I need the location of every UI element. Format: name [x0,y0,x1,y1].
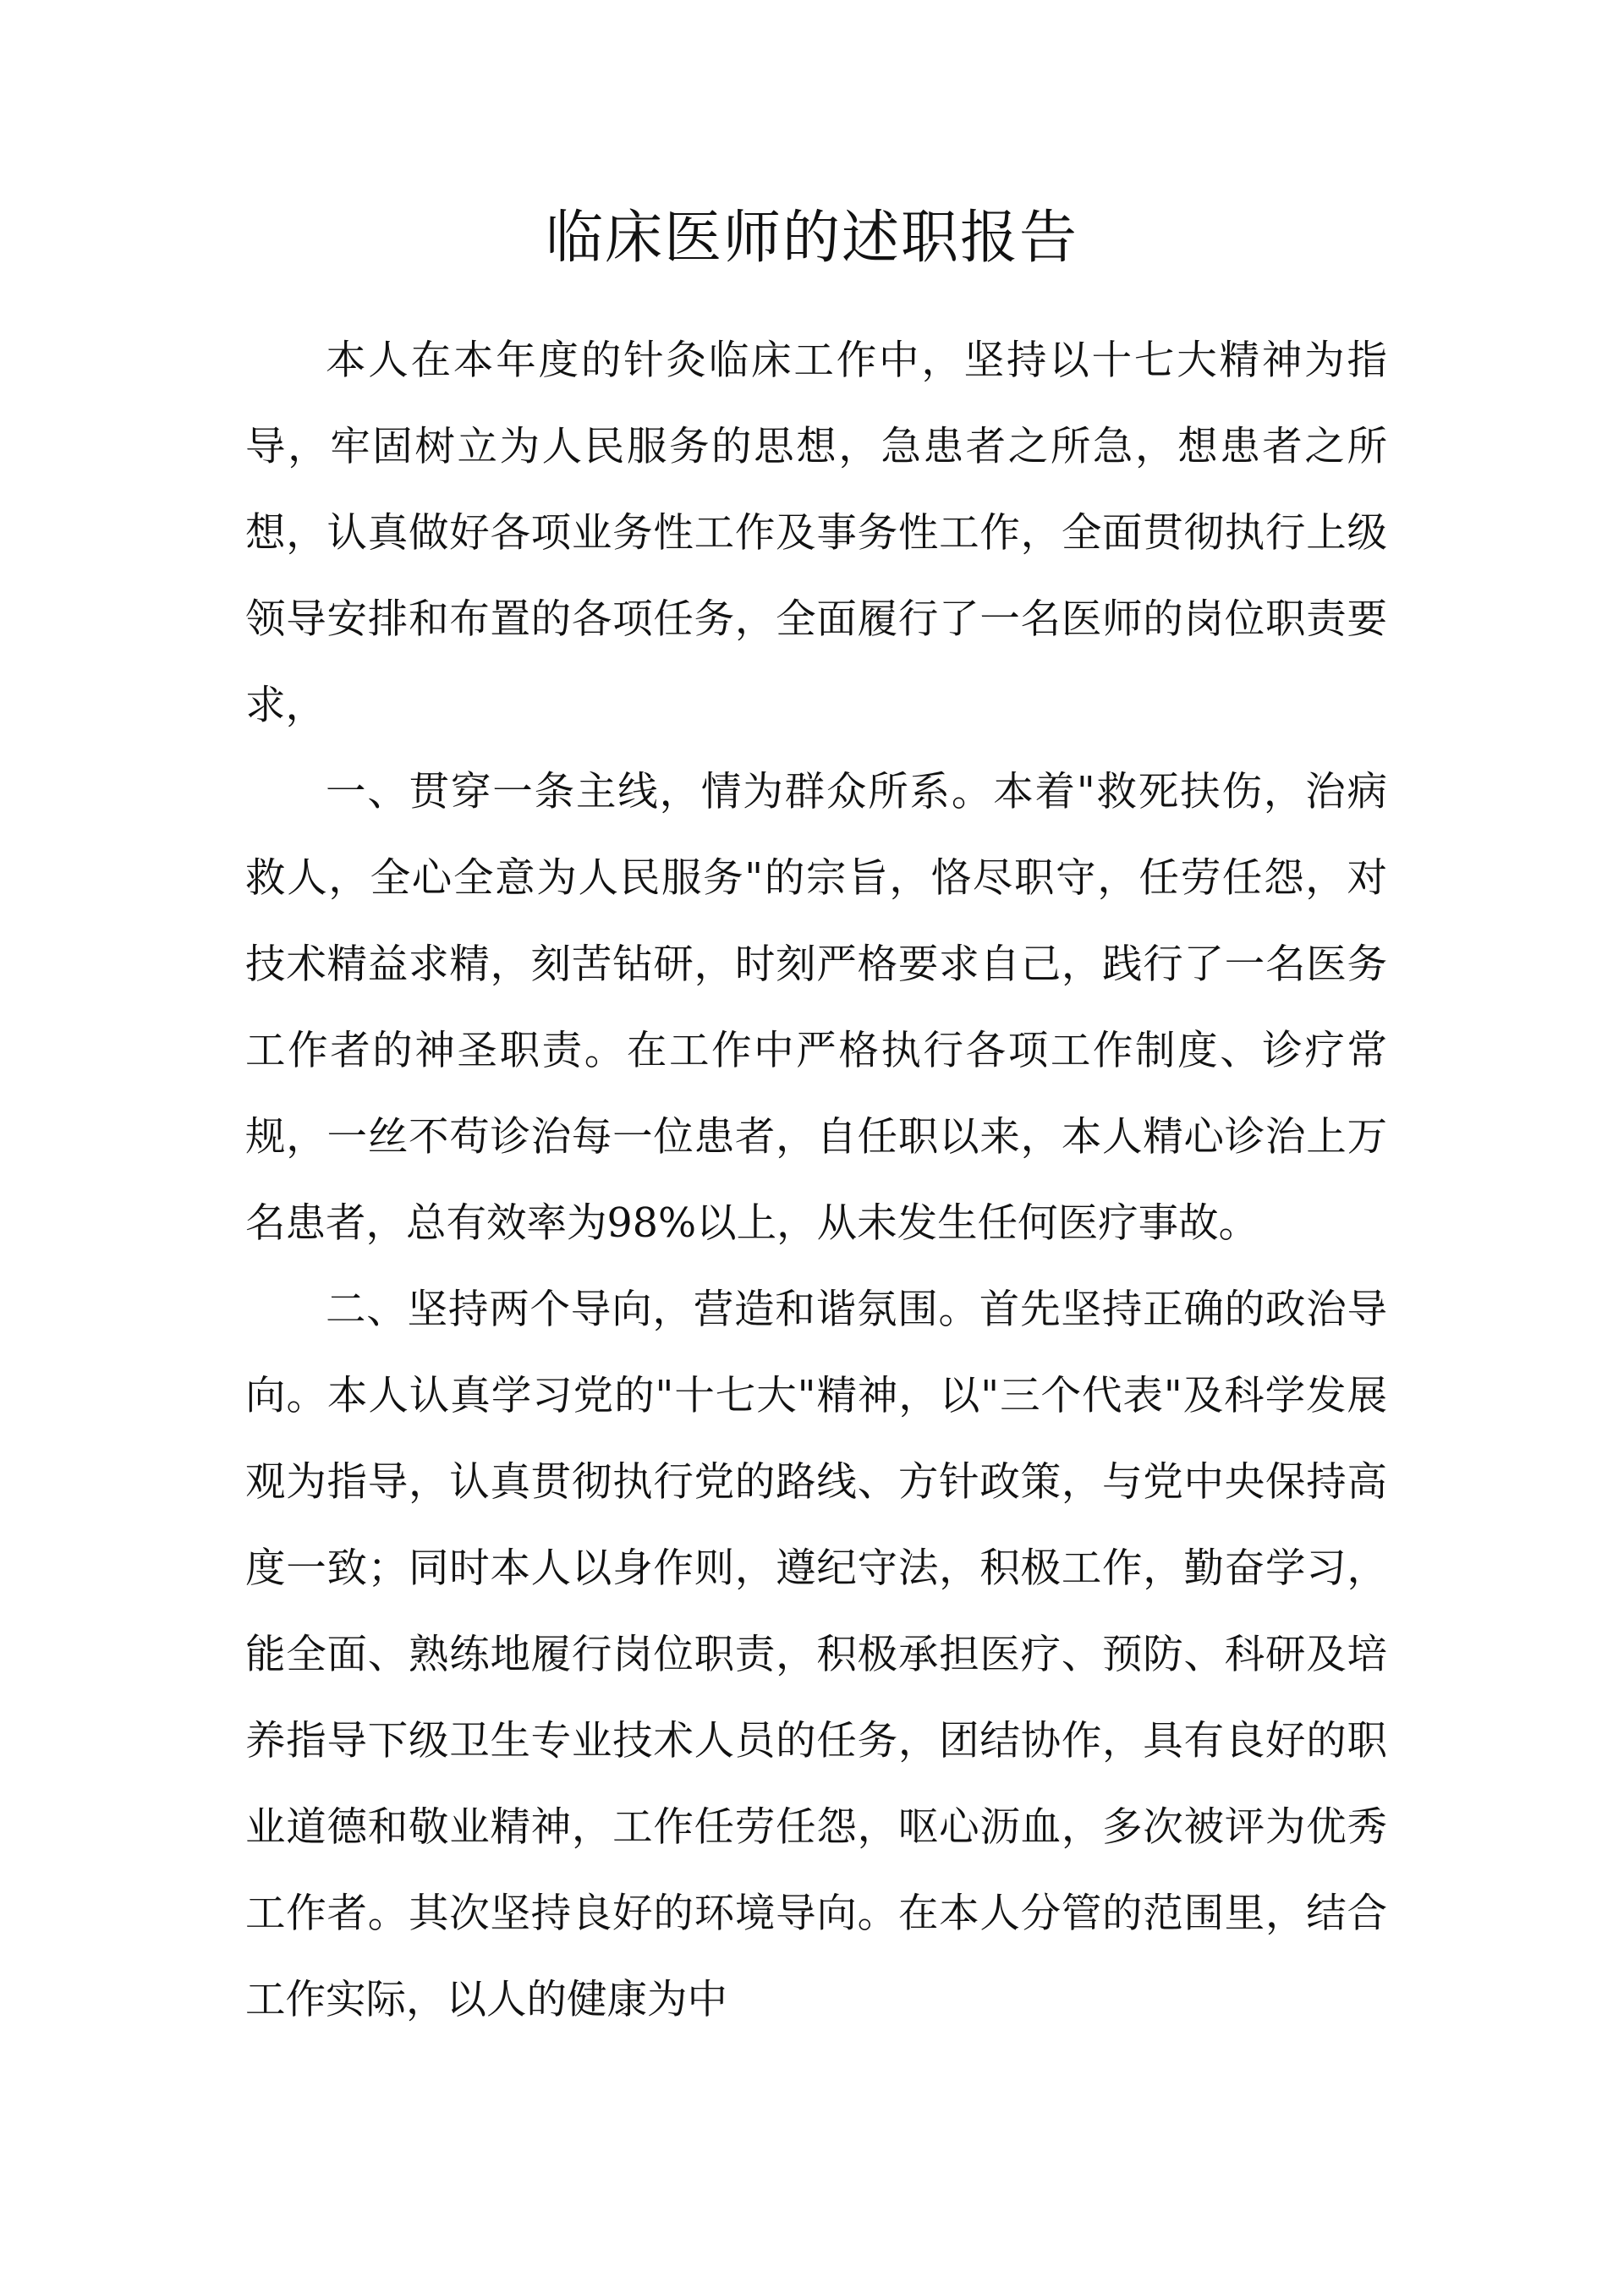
paragraph-intro: 本人在本年度的针灸临床工作中，坚持以十七大精神为指导，牢固树立为人民服务的思想，急患者之所急，想患者之所想，认真做好各项业务性工作及事务性工作，全面贯彻执行上级领导安排和布置的各项任务，全面履行了一名医师的岗位职责要求， [245,338,1387,729]
paragraph-section-one: 一、贯穿一条主线，情为群众所系。本着"救死扶伤，治病救人，全心全意为人民服务"的宗旨，恪尽职守，任劳任怨，对技术精益求精，刻苦钻研，时刻严格要求自己，践行了一名医务工作者的神圣职责。在工作中严格执行各项工作制度、诊疗常规，一丝不苟诊治每一位患者，自任职以来，本人精心诊治上万名患者，总有效率为98%以上，从未发生任何医疗事故。 [245,769,1387,1247]
paragraph-section-two: 二、坚持两个导向，营造和谐氛围。首先坚持正确的政治导向。本人认真学习党的"十七大"精神，以"三个代表"及科学发展观为指导，认真贯彻执行党的路线、方针政策，与党中央保持高度一致；同时本人以身作则，遵纪守法，积极工作，勤奋学习，能全面、熟练地履行岗位职责，积极承担医疗、预防、科研及培养指导下级卫生专业技术人员的任务，团结协作，具有良好的职业道德和敬业精神，工作任劳任怨，呕心沥血，多次被评为优秀工作者。其次坚持良好的环境导向。在本人分管的范围里，结合工作实际，以人的健康为中 [245,1287,1387,2023]
document-title: 临床医师的述职报告 [545,205,1078,272]
document-body [245,318,1387,2044]
